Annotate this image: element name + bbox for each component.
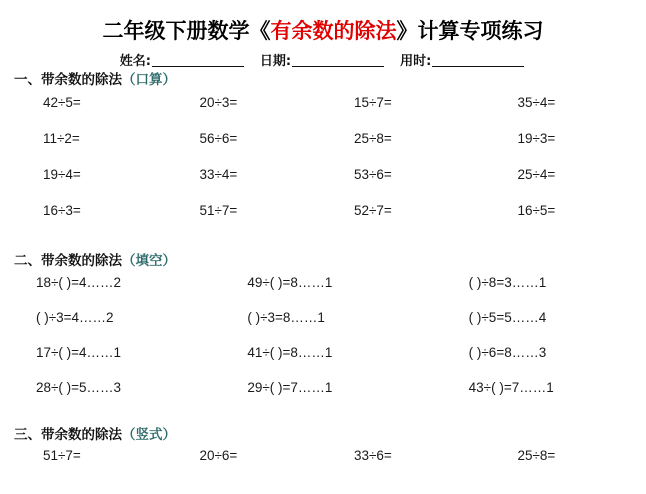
problem-text: 18÷( )=4……2 — [36, 275, 122, 290]
problem-row — [0, 448, 646, 482]
problem-cell[interactable] — [323, 131, 485, 167]
name-blank[interactable] — [152, 66, 244, 67]
problem-cell[interactable] — [431, 310, 646, 345]
problem-text: 33÷6= — [354, 448, 392, 463]
problem-text: 56÷6= — [199, 131, 238, 146]
problem-cell[interactable] — [215, 380, 430, 415]
problem-text: 20÷3= — [199, 95, 238, 110]
page-title — [0, 0, 646, 44]
section-1-rows — [0, 95, 646, 239]
problem-cell[interactable] — [323, 203, 485, 239]
problem-text: 29÷( )=7……1 — [247, 380, 333, 395]
section-vertical-form — [0, 426, 646, 482]
problem-row — [0, 203, 646, 239]
problem-cell[interactable] — [485, 131, 646, 167]
section-2-tag: （填空） — [122, 253, 176, 269]
problem-row — [0, 95, 646, 131]
name-label: 姓名: — [119, 54, 151, 69]
problem-text: 51÷7= — [199, 203, 238, 218]
problem-text: ( )÷6=8……3 — [468, 345, 547, 360]
problem-cell[interactable] — [0, 310, 215, 345]
problem-text: ( )÷8=3……1 — [468, 275, 547, 290]
section-1-tag: （口算） — [122, 72, 176, 88]
problem-row — [0, 380, 646, 415]
problem-text: 51÷7= — [43, 448, 81, 463]
problem-text: 11÷2= — [43, 131, 80, 146]
problem-text: 49÷( )=8……1 — [247, 275, 333, 290]
section-3-problem-grid — [0, 448, 646, 482]
title-highlight: 有余数的除法 — [270, 18, 397, 43]
problem-text: 20÷6= — [199, 448, 238, 463]
problem-text: 52÷7= — [354, 203, 392, 218]
student-info-line — [0, 53, 646, 71]
title-bracket-close: 》 — [396, 18, 418, 43]
problem-cell[interactable] — [0, 131, 162, 167]
problem-cell[interactable] — [162, 131, 324, 167]
problem-cell[interactable] — [0, 95, 162, 131]
section-2-rows — [0, 275, 646, 415]
problem-text: 28÷( )=5……3 — [36, 380, 122, 395]
problem-row — [0, 131, 646, 167]
date-blank[interactable] — [292, 66, 384, 67]
problem-row — [0, 167, 646, 203]
problem-text: 35÷4= — [517, 95, 556, 110]
problem-row — [0, 310, 646, 345]
section-3-rows — [0, 448, 646, 482]
problem-cell[interactable] — [323, 448, 485, 482]
problem-cell[interactable] — [162, 95, 324, 131]
section-oral-calculation — [0, 71, 646, 239]
problem-cell[interactable] — [431, 275, 646, 310]
problem-cell[interactable] — [323, 167, 485, 203]
problem-cell[interactable] — [485, 95, 646, 131]
problem-cell[interactable] — [215, 275, 430, 310]
time-label: 用时: — [400, 54, 432, 69]
problem-cell[interactable] — [162, 203, 324, 239]
problem-cell[interactable] — [215, 310, 430, 345]
problem-text: ( )÷5=5……4 — [468, 310, 547, 325]
problem-text: ( )÷3=4……2 — [36, 310, 114, 325]
section-1-problem-grid — [0, 95, 646, 239]
problem-cell[interactable] — [323, 95, 485, 131]
problem-text: 15÷7= — [354, 95, 392, 110]
problem-cell[interactable] — [431, 380, 646, 415]
section-2-problem-grid — [0, 275, 646, 415]
problem-cell[interactable] — [0, 345, 215, 380]
problem-text: 25÷8= — [517, 448, 556, 463]
problem-cell[interactable] — [215, 345, 430, 380]
problem-cell[interactable] — [485, 448, 646, 482]
problem-text: 43÷( )=7……1 — [468, 380, 554, 395]
section-2-heading — [0, 252, 646, 270]
problem-text: 19÷4= — [43, 167, 81, 182]
problem-cell[interactable] — [0, 203, 162, 239]
problem-cell[interactable] — [162, 167, 324, 203]
problem-cell[interactable] — [0, 380, 215, 415]
problem-cell[interactable] — [0, 275, 215, 310]
problem-text: 33÷4= — [199, 167, 238, 182]
problem-text: 17÷( )=4……1 — [36, 345, 122, 360]
section-2-title: 二、带余数的除法 — [14, 253, 122, 269]
date-label: 日期: — [259, 54, 292, 69]
problem-cell[interactable] — [0, 167, 162, 203]
title-prefix: 二年级下册数学 — [102, 18, 250, 43]
problem-text: 25÷8= — [354, 131, 392, 146]
problem-cell[interactable] — [485, 167, 646, 203]
problem-text: 16÷5= — [517, 203, 556, 218]
problem-row — [0, 275, 646, 310]
problem-cell[interactable] — [485, 203, 646, 239]
problem-cell[interactable] — [431, 345, 646, 380]
problem-text: 42÷5= — [43, 95, 81, 110]
section-1-title: 一、带余数的除法 — [14, 72, 122, 88]
title-suffix: 计算专项练习 — [417, 18, 544, 43]
problem-cell[interactable] — [162, 448, 324, 482]
problem-text: 19÷3= — [517, 131, 556, 146]
problem-text: 53÷6= — [354, 167, 392, 182]
problem-text: ( )÷3=8……1 — [247, 310, 325, 325]
section-1-heading — [0, 71, 646, 89]
time-blank[interactable] — [432, 66, 524, 67]
problem-row — [0, 345, 646, 380]
problem-cell[interactable] — [0, 448, 162, 482]
problem-text: 25÷4= — [517, 167, 556, 182]
section-3-title: 三、带余数的除法 — [14, 427, 122, 443]
title-bracket-open: 《 — [249, 18, 271, 43]
problem-text: 16÷3= — [43, 203, 81, 218]
problem-text: 41÷( )=8……1 — [247, 345, 333, 360]
section-fill-in-blank — [0, 252, 646, 415]
section-3-tag: （竖式） — [122, 427, 176, 443]
section-3-heading — [0, 426, 646, 444]
